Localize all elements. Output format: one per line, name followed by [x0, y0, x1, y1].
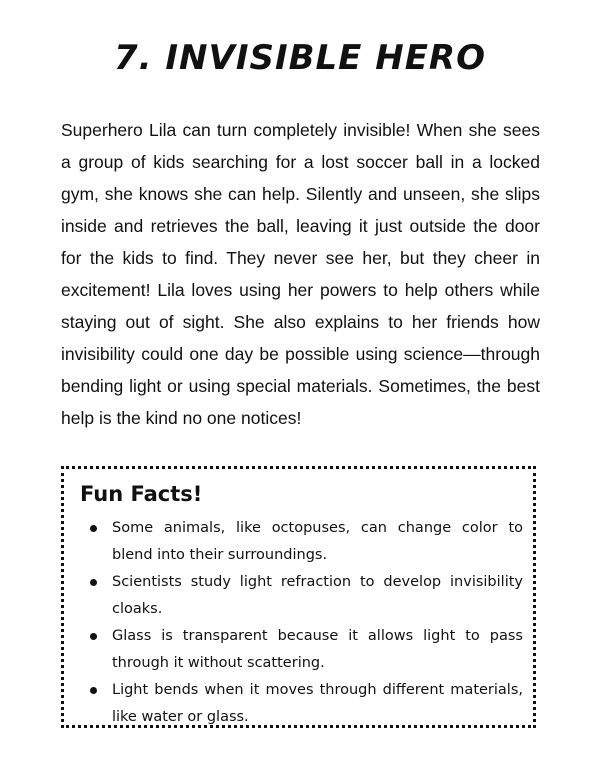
bullet-icon — [90, 525, 97, 532]
fun-fact-item — [80, 515, 523, 569]
fun-fact-item — [80, 623, 523, 677]
fun-fact-text: Scientists study light refraction to develop invisibility cloaks. — [112, 574, 523, 617]
bullet-icon — [90, 633, 97, 640]
fun-fact-item — [80, 677, 523, 731]
bullet-icon — [90, 579, 97, 586]
fun-fact-text: Light bends when it moves through different materials, like water or glass. — [112, 682, 523, 725]
fun-facts-box — [61, 466, 536, 728]
bullet-icon — [90, 687, 97, 694]
fun-fact-text: Some animals, like octopuses, can change color to blend into their surroundings. — [112, 520, 523, 563]
story-paragraph: Superhero Lila can turn completely invisible! When she sees a group of kids searching for a lost soccer ball in a locked gym, she knows she can help. Silently and unseen, she slips inside and retrieves the ball, leaving it just outside the door for the kids to find. They never see her, but they cheer in excitement! Lila loves using her powers to help others while staying out of sight. She also explains to her friends how invisibility could one day be possible using science—through bending light or using special materials. Sometimes, the best help is the kind no one notices! — [61, 120, 540, 428]
fun-fact-text: Glass is transparent because it allows light to pass through it without scattering. — [112, 628, 523, 671]
page-title: 7. INVISIBLE HERO — [113, 38, 487, 78]
fun-fact-item — [80, 569, 523, 623]
fun-facts-list — [80, 515, 523, 731]
fun-facts-heading: Fun Facts! — [80, 482, 203, 506]
